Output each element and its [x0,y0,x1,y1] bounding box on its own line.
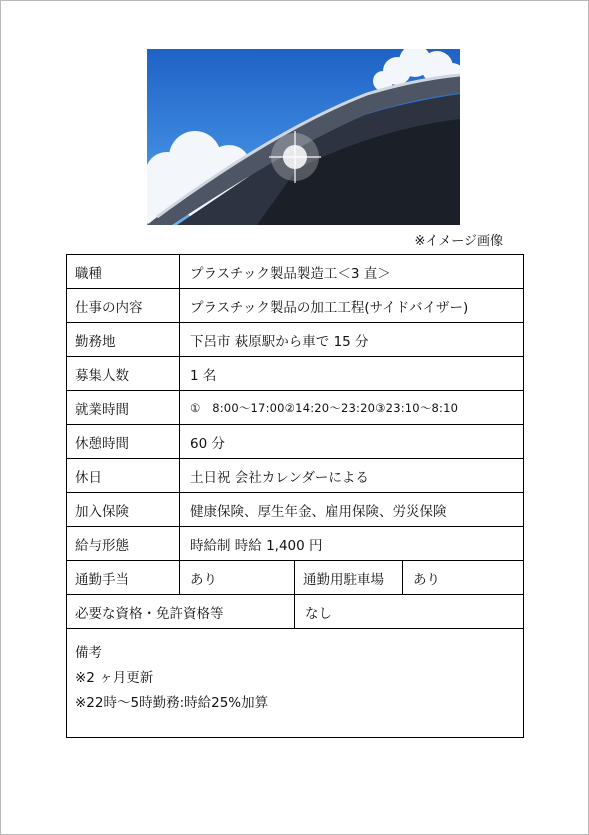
value-job-content: プラスチック製品の加工工程(サイドバイザー) [180,289,524,323]
label-insurance: 加入保険 [67,493,180,527]
notes-label: 備考 [75,645,102,661]
value-insurance: 健康保険、厚生年金、雇用保険、労災保険 [180,493,524,527]
row-notes [67,629,524,738]
label-location: 勤務地 [67,323,180,357]
row-location [67,323,524,357]
label-break: 休憩時間 [67,425,180,459]
photo-illustration [147,49,460,225]
value-commute-allowance: あり [180,561,295,595]
row-hours [67,391,524,425]
notes-cell [67,629,524,738]
value-qualifications: なし [295,595,524,629]
row-commute [67,561,524,595]
label-parking: 通勤用駐車場 [295,561,403,595]
label-commute-allowance: 通勤手当 [67,561,180,595]
row-recruits [67,357,524,391]
value-location: 下呂市 萩原駅から車で 15 分 [180,323,524,357]
label-job-content: 仕事の内容 [67,289,180,323]
value-occupation: プラスチック製品製造工＜3 直＞ [180,255,524,289]
label-recruits: 募集人数 [67,357,180,391]
value-hours: ① 8:00～17:00②14:20～23:20③23:10～8:10 [180,391,524,425]
notes-line-night-premium: ※22時～5時勤務:時給25%加算 [75,695,269,711]
row-break [67,425,524,459]
row-qualifications [67,595,524,629]
label-hours: 就業時間 [67,391,180,425]
label-holidays: 休日 [67,459,180,493]
value-holidays: 土日祝 会社カレンダーによる [180,459,524,493]
car-visor-photo [147,49,460,225]
label-occupation: 職種 [67,255,180,289]
row-insurance [67,493,524,527]
notes-line-renewal: ※2 ヶ月更新 [75,670,154,686]
value-recruits: 1 名 [180,357,524,391]
row-job-content [67,289,524,323]
label-salary: 給与形態 [67,527,180,561]
value-break: 60 分 [180,425,524,459]
label-qualifications: 必要な資格・免許資格等 [67,595,295,629]
row-occupation [67,255,524,289]
row-holidays [67,459,524,493]
value-salary: 時給制 時給 1,400 円 [180,527,524,561]
job-details-table [66,254,524,738]
value-parking: あり [403,561,524,595]
row-salary [67,527,524,561]
image-caption: ※イメージ画像 [414,234,503,249]
